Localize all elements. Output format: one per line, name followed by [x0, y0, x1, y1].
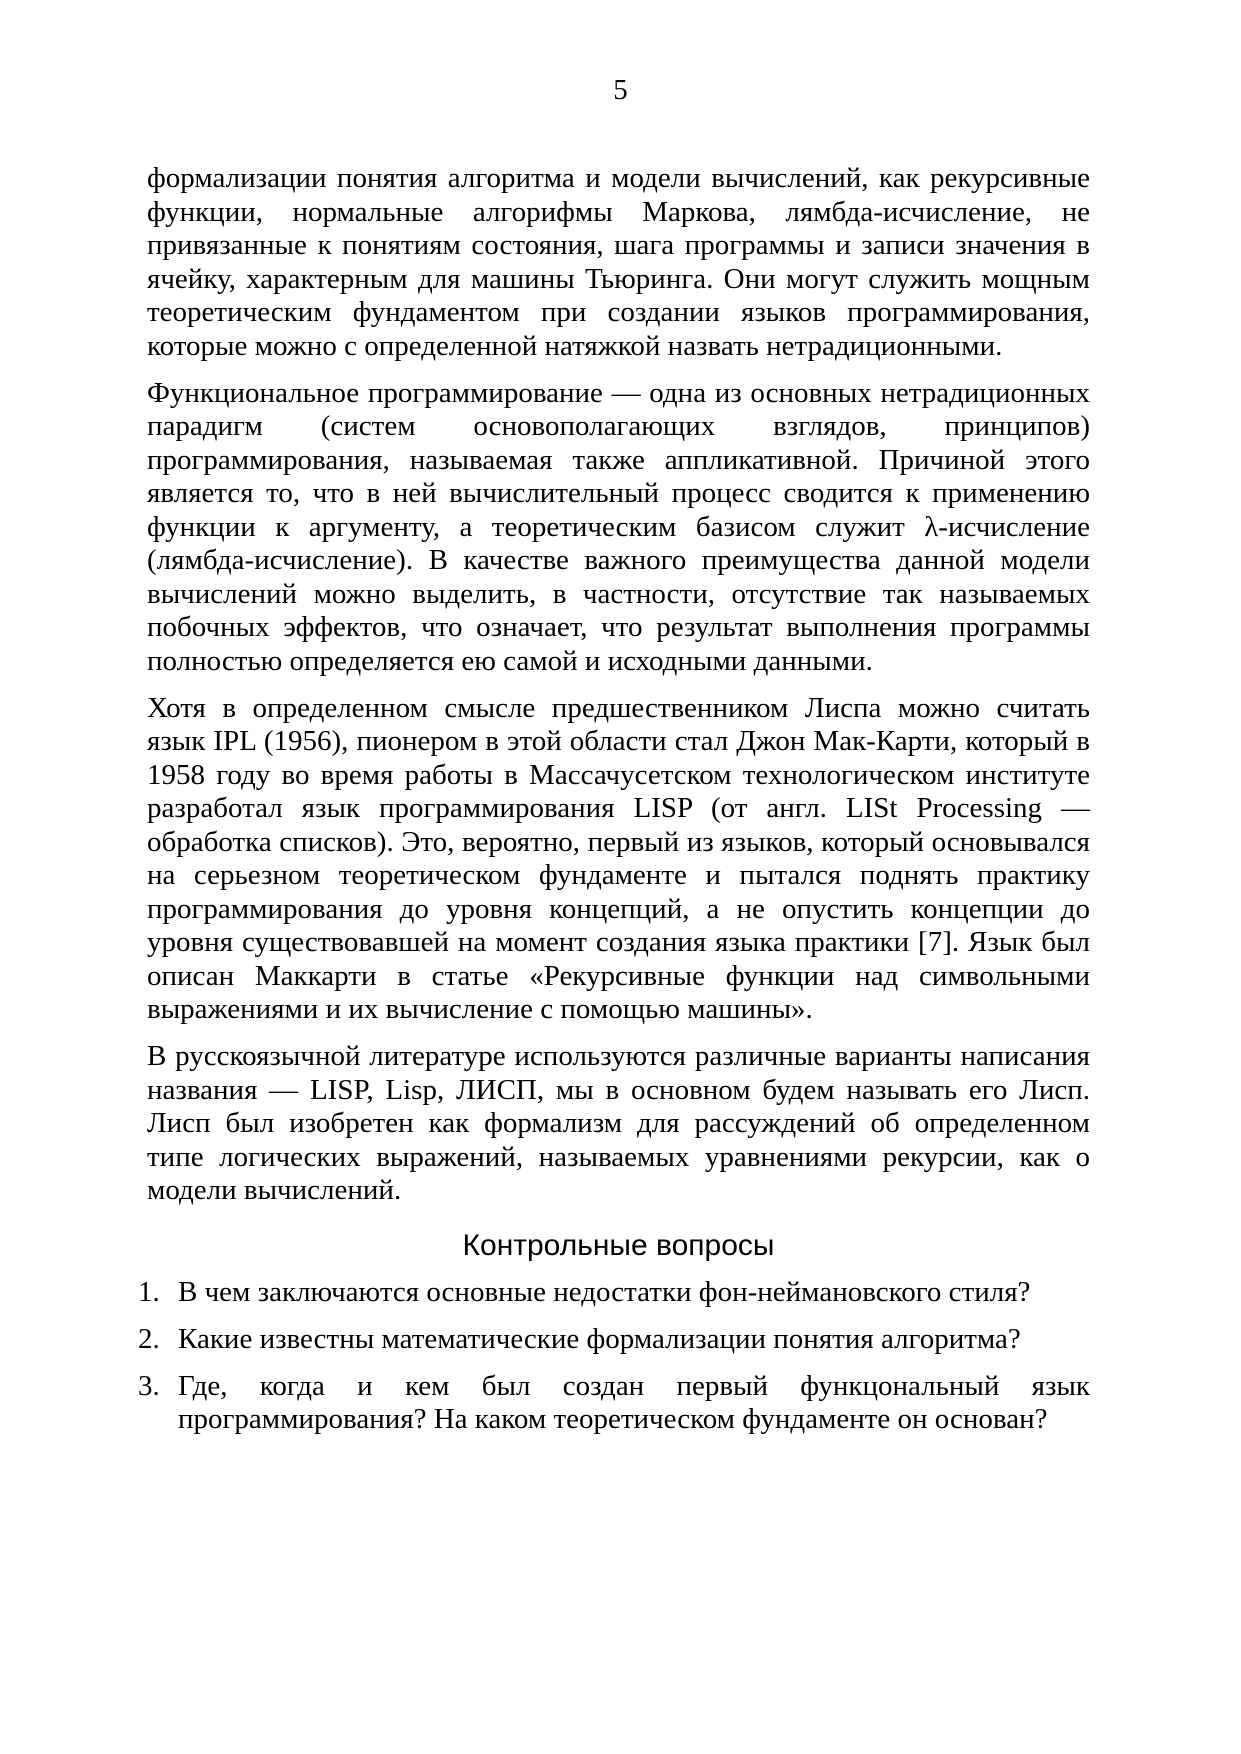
body-paragraph: Функциональное программирование — одна из основных нетрадиционных парадигм (систем основополагающих взглядов, принципов) программирования, называемая также аппликативной. Причиной этого является то, что в ней вычислительный процесс сводится к применению функции к аргументу, а теоретическим базисом служит λ-исчисление (лямбда-исчисление). В качестве важного преимущества данной модели вычислений можно выделить, в частности, отсутствие так называемых побочных эффектов, что означает, что результат выполнения программы полностью определяется ею самой и исходными данными.	[147, 376, 1090, 677]
list-item-number: 2.	[138, 1322, 160, 1355]
body-paragraph: формализации понятия алгоритма и модели вычислений, как рекурсивные функции, нормальные алгорифмы Маркова, лямбда-исчисление, не привязанные к понятиям состояния, шага программы и записи значения в ячейку, характерным для машины Тьюринга. Они могут служить мощным теоретическим фундаментом при создании языков программирования, которые можно с определенной натяжкой назвать нетрадиционными.	[147, 162, 1090, 362]
list-item-text: Какие известны математические формализации понятия алгоритма?	[178, 1322, 1021, 1355]
page-body	[138, 162, 1090, 1450]
list-item	[138, 1322, 1090, 1357]
body-paragraph: Хотя в определенном смысле предшественником Лиспа можно считать язык IPL (1956), пионером в этой области стал Джон Мак-Карти, который в 1958 году во время работы в Массачусетском технологическом институте разработал язык программирования LISP (от англ. LISt Processing — обработка списков). Это, вероятно, первый из языков, который основывался на серьезном теоретическом фундаменте и пытался поднять практику программирования до уровня концепций, а не опустить концепции до уровня существовавшей на момент создания языка практики [7]. Язык был описан Маккарти в статье «Рекурсивные функции над символьными выражениями и их вычисление с помощью машины».	[147, 691, 1090, 1025]
page-number: 5	[613, 74, 628, 106]
list-item-number: 1.	[138, 1275, 160, 1308]
list-item-text: В чем заключаются основные недостатки фон-неймановского стиля?	[178, 1275, 1031, 1308]
list-item-number: 3.	[138, 1369, 160, 1402]
list-item	[138, 1369, 1090, 1437]
list-item-text: Где, когда и кем был создан первый функцональный язык программирования? На каком теоретическом фундаменте он основан?	[178, 1369, 1090, 1435]
questions-list	[138, 1275, 1090, 1437]
body-paragraph: В русскоязычной литературе используются различные варианты написания названия — LISP, Lisp, ЛИСП, мы в основном будем называть его Лисп. Лисп был изобретен как формализм для рассуждений об определенном типе логических выражений, называемых уравнениями рекурсии, как о модели вычислений.	[147, 1040, 1090, 1206]
section-heading: Контрольные вопросы	[462, 1228, 775, 1262]
list-item	[138, 1275, 1090, 1310]
